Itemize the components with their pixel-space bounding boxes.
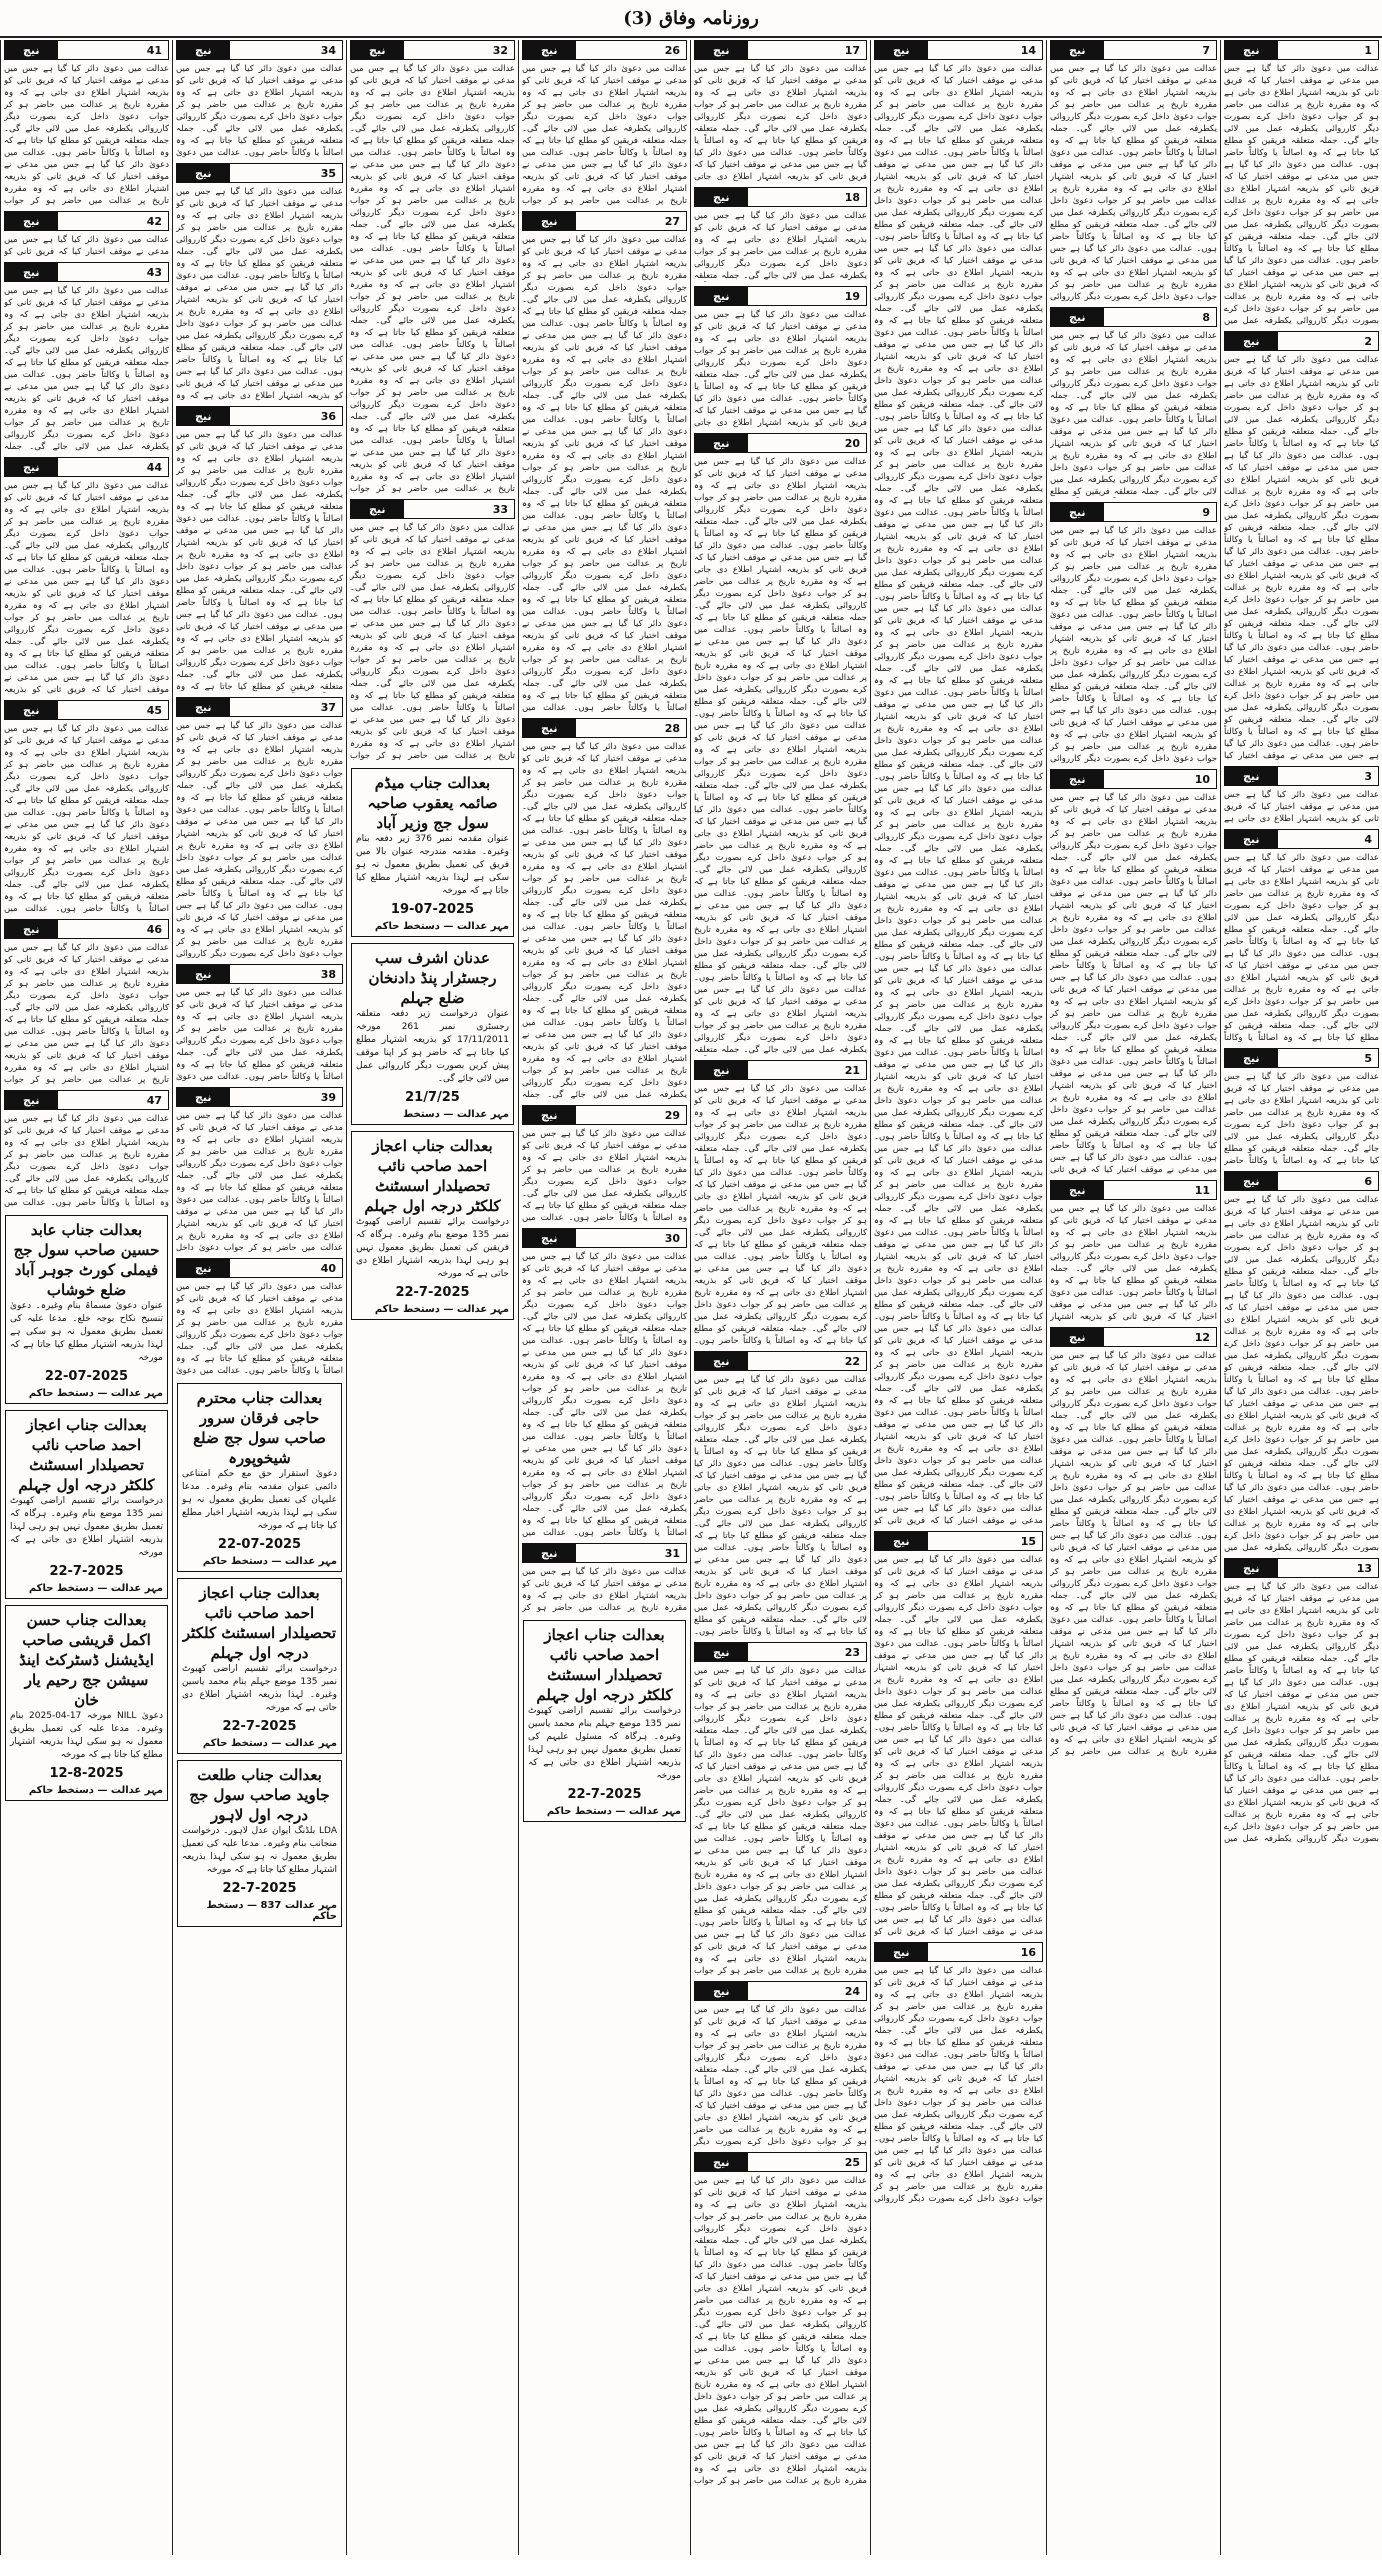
- block-header: [874, 1942, 1043, 1962]
- block-body-text: عدالت میں دعویٰ دائر کیا گیا ہے جس میں مدعی نے موقف اختیار کیا کہ فریق ثانی کو بذریعہ اشتہار اطلاع دی جاتی ہے کہ وہ مقررہ تاریخ پر عدالت میں حاضر ہو کر جواب دعویٰ داخل کرے بصورت دیگر کارروائی یکطرفہ عمل میں لائی جائے گی۔ جملہ متعلقہ فریقین کو مطلع کیا جاتا ہے کہ وہ اصالتاً یا وکالتاً حاضر ہوں۔ عدالت میں دعویٰ دائر کیا گیا ہے جس میں مدعی نے موقف اختیار کیا کہ فریق ثانی کو بذریعہ اشتہار اطلاع دی جاتی ہے کہ وہ مقررہ تاریخ پر عدالت میں حاضر ہو کر جواب دعویٰ داخل کرے بصورت دیگر کارروائی یکطرفہ عمل میں لائی جائے گی۔ جملہ متعلقہ فریقین کو مطلع کیا جاتا ہے کہ وہ اصالتاً یا وکالتاً حاضر ہوں۔ عدالت میں دعویٰ دائر کیا گیا ہے جس میں مدعی نے موقف اختیار کیا کہ فریق ثانی کو بذریعہ اشتہار اطلاع دی جاتی ہے کہ وہ مقررہ تاریخ پر عدالت میں حاضر ہو کر جواب دعویٰ داخل کرے بصورت دیگر کارروائی یکطرفہ عمل میں لائی جائے گی۔ جملہ متعلقہ فریقین کو مطلع کیا جاتا ہے کہ وہ اصالتاً یا وکالتاً حاضر ہوں۔ عدالت میں دعویٰ دائر کیا گیا ہے جس میں مدعی نے موقف اختیار کیا کہ فریق ثانی کو بذریعہ اشتہار اطلاع دی جاتی ہے کہ وہ مقررہ تاریخ پر عدالت میں حاضر ہو کر جواب دعویٰ داخل کرے بصورت دیگر کارروائی یکطرفہ عمل میں لائی جائے گی۔ جملہ متعلقہ فریقین کو مطلع کیا جاتا ہے کہ وہ اصالتاً یا وکالتاً حاضر ہوں۔ عدالت میں دعویٰ دائر کیا گیا ہے جس میں مدعی نے موقف اختیار کیا کہ فریق ثانی کو بذریعہ اشتہار اطلاع دی جاتی ہے کہ وہ مقررہ تاریخ پر عدالت میں حاضر ہو کر جواب دعویٰ داخل کرے بصورت دیگر کارروائی یکطرفہ عمل میں لائی جائے گی۔ جملہ متعلقہ فریقین کو مطلع کیا جاتا ہے کہ وہ اصالتاً یا وکالتاً حاضر ہوں۔ عدالت میں: [522, 235, 687, 713]
- block-header: [176, 163, 343, 183]
- block-label: نیچ: [875, 41, 928, 59]
- hearing-date: 22-7-2025: [49, 1564, 124, 1579]
- court-notice-4: [351, 1131, 514, 1320]
- court-heading: بعدالت جناب اعجاز احمد صاحب نائب تحصیلدار اسسٹنٹ کلکٹر درجہ اول جہلم: [364, 1137, 501, 1215]
- block-number: 16: [1020, 1945, 1036, 1959]
- block-label: نیچ: [177, 965, 230, 983]
- block-label: نیچ: [875, 1943, 928, 1961]
- block-number: 31: [664, 1546, 680, 1560]
- block-number: 10: [1194, 772, 1210, 786]
- block-label: نیچ: [1225, 830, 1278, 848]
- notice-block-42: [4, 211, 169, 258]
- block-body-text: عدالت میں دعویٰ دائر کیا گیا ہے جس میں مدعی نے موقف اختیار کیا کہ فریق ثانی کو بذریعہ اشتہار اطلاع دی جاتی ہے کہ وہ مقررہ تاریخ پر عدالت میں حاضر ہو کر جواب دعویٰ داخل کرے بصورت دیگر کارروائی یکطرفہ عمل میں لائی جائے گی۔ جملہ متعلقہ فریقین کو مطلع کیا جاتا ہے کہ وہ اصالتاً یا وکالتاً حاضر ہوں۔ عدالت میں دعویٰ دائر کیا گیا ہے جس میں مدعی نے موقف اختیار کیا کہ فریق ثانی کو بذریعہ اشتہار اطلاع دی جاتی ہے کہ وہ مقررہ تاریخ پر عدالت میں حاضر ہو کر جواب دعویٰ داخل کرے بصورت دیگر کارروائی یکطرفہ عمل میں لائی جائے گی۔ جملہ متعلقہ فریقین کو مطلع کیا جاتا ہے کہ وہ اصالتاً یا وکالتاً حاضر ہوں۔ عدالت میں دعویٰ دائر کیا گیا ہے جس میں مدعی نے موقف اختیار کیا کہ فریق ثانی کو بذریعہ: [4, 481, 169, 695]
- block-number: 45: [146, 703, 162, 717]
- hearing-date: 22-07-2025: [44, 1369, 129, 1384]
- block-number: 37: [320, 700, 336, 714]
- block-label: نیچ: [523, 41, 576, 59]
- block-label: نیچ: [5, 701, 58, 719]
- court-notice-5: [177, 1383, 342, 1572]
- block-body-text: عدالت میں دعویٰ دائر کیا گیا ہے جس میں مدعی نے موقف اختیار کیا کہ فریق ثانی کو بذریعہ اشتہار اطلاع دی جاتی ہے کہ وہ مقررہ تاریخ پر عدالت میں حاضر ہو کر جواب دعویٰ داخل کرے بصورت دیگر کارروائی یکطرفہ عمل میں لائی جائے گی۔ جملہ متعلقہ فریقین کو مطلع کیا جاتا ہے کہ وہ اصالتاً یا وکالتاً حاضر ہوں۔ عدالت میں دعویٰ دائر کیا گیا ہے جس میں مدعی نے موقف اختیار کیا کہ فریق ثانی کو بذریعہ اشتہار اطلاع دی جاتی ہے کہ وہ مقررہ تاریخ پر عدالت میں حاضر ہو کر جواب دعویٰ داخل کرے بصورت دیگر کارروائی یکطرفہ عمل میں لائی جائے گی۔ جملہ متعلقہ فریقین کو مطلع کیا جاتا ہے کہ وہ اصالتاً یا وکالتاً حاضر ہوں۔ عدالت میں دعویٰ دائر کیا گیا ہے جس میں مدعی نے موقف اختیار کیا کہ فریق ثانی کو بذریعہ اشتہار اطلاع دی جاتی ہے کہ وہ مقررہ تاریخ پر عدالت میں حاضر ہو کر جواب دعویٰ داخل کرے بصورت دیگر کارروائی یکطرفہ عمل میں لائی جائے گی۔ جملہ متعلقہ فریقین کو مطلع کیا جاتا ہے کہ وہ اصالتاً یا وکالتاً حاضر ہوں۔: [694, 1375, 867, 1637]
- block-number: 38: [320, 967, 336, 981]
- block-body-text: عدالت میں دعویٰ دائر کیا گیا ہے جس میں مدعی نے موقف اختیار کیا کہ فریق ثانی کو بذریعہ اشتہار اطلاع دی جاتی ہے کہ وہ مقررہ تاریخ پر عدالت میں حاضر ہو کر جواب دعویٰ داخل کرے بصورت دیگر کارروائی یکطرفہ عمل میں لائی جائے گی۔ جملہ متعلقہ فریقین کو مطلع کیا جاتا ہے کہ وہ اصالتاً یا وکالتاً حاضر ہوں۔ عدالت میں دعویٰ دائر کیا گیا ہے جس میں مدعی نے موقف اختیار کیا کہ فریق ثانی کو بذریعہ اشتہار اطلاع دی جاتی: [694, 310, 867, 428]
- block-header: [522, 211, 687, 231]
- notice-block-25: [694, 2152, 867, 2487]
- block-header: [874, 1531, 1043, 1551]
- notice-block-5: [1224, 1048, 1379, 1167]
- block-label: نیچ: [351, 41, 404, 59]
- block-label: نیچ: [5, 458, 58, 476]
- block-number: 13: [1356, 1561, 1372, 1575]
- block-header: [176, 964, 343, 984]
- block-label: نیچ: [1225, 767, 1278, 785]
- block-body-text: عدالت میں دعویٰ دائر کیا گیا ہے جس میں مدعی نے موقف اختیار کیا کہ فریق ثانی کو بذریعہ اشتہار اطلاع دی جاتی ہے کہ وہ مقررہ تاریخ پر عدالت میں حاضر ہو کر جواب دعویٰ داخل کرے بصورت دیگر کارروائی یکطرفہ عمل میں لائی جائے گی۔ جملہ متعلقہ فریقین کو مطلع کیا جاتا ہے کہ وہ اصالتاً یا وکالتاً حاضر ہوں۔ عدالت میں دعویٰ دائر کیا گیا ہے جس میں مدعی نے موقف اختیار کیا کہ فریق ثانی کو بذریعہ اشتہار اطلاع دی جاتی ہے کہ وہ مقررہ تاریخ پر عدالت میں حاضر ہو کر جواب: [522, 64, 687, 206]
- notice-text: عنوان مقدمہ نمبر 376 زیر دفعہ بنام وغیرہ۔ مقدمہ مندرجہ عنوان بالا میں فریق کی تعمیل بطریق معمول نہ ہو سکی ہے لہذا بذریعہ اشتہار مطلع کیا جاتا ہے کہ مورخہ: [356, 834, 509, 896]
- notice-block-33: [350, 499, 515, 762]
- block-label: نیچ: [523, 1229, 576, 1247]
- notice-block-27: [522, 211, 687, 714]
- block-number: 40: [320, 1261, 336, 1275]
- block-label: نیچ: [177, 698, 230, 716]
- notice-block-16: [874, 1942, 1043, 2205]
- column-4: [690, 40, 870, 2555]
- block-number: 44: [146, 460, 162, 474]
- block-header: [350, 40, 515, 60]
- notice-text: دعویٰ NILL مورخہ 17-04-2025 بنام وغیرہ۔ مدعا علیہ کی تعمیل بطریق معمول نہ ہو سکی لہذا بذریعہ اشتہار مطلع کیا جاتا ہے کہ مورخہ: [10, 1711, 164, 1760]
- block-header: [694, 286, 867, 306]
- notice-block-2: [1224, 331, 1379, 762]
- block-header: [1224, 766, 1379, 786]
- notice-text: درخواست برائے تقسیم اراضی کھیوٹ نمبر 135 موضع جہلم بنام محمد یاسین وغیرہ۔ ہرگاہ کہ مسئول علیہم کی تعمیل بطریق معمول نہیں ہو رہی لہذا بذریعہ اشتہار اطلاع دی جاتی ہے کہ مورخہ: [528, 1706, 681, 1781]
- signature-line: مہر عدالت — دستخط حاکم: [546, 1806, 681, 1817]
- block-number: 22: [844, 1354, 860, 1368]
- block-label: نیچ: [1225, 332, 1278, 350]
- notice-block-9: [1050, 502, 1217, 765]
- block-body-text: عدالت میں دعویٰ دائر کیا گیا ہے جس میں مدعی نے موقف اختیار کیا کہ فریق ثانی کو بذریعہ اشتہار اطلاع دی جاتی ہے کہ وہ مقررہ تاریخ پر عدالت میں حاضر ہو کر جواب دعویٰ داخل کرے بصورت دیگر کارروائی یکطرفہ عمل میں لائی جائے گی۔ جملہ متعلقہ فریقین کو مطلع کیا جاتا ہے کہ وہ اصالتاً یا وکالتاً حاضر ہوں۔ عدالت میں دعویٰ دائر کیا گیا ہے جس میں مدعی نے موقف اختیار کیا کہ فریق ثانی کو بذریعہ اشتہار اطلاع دی جاتی ہے کہ وہ مقررہ تاریخ پر عدالت میں حاضر ہو کر جواب: [4, 64, 169, 206]
- notice-block-17: [694, 40, 867, 183]
- block-number: 23: [844, 1645, 860, 1659]
- block-label: نیچ: [177, 407, 230, 425]
- block-number: 42: [146, 214, 162, 228]
- block-header: [522, 718, 687, 738]
- column-2: [1046, 40, 1220, 2555]
- court-notice-1: [523, 1620, 686, 1822]
- block-body-text: عدالت میں دعویٰ دائر کیا گیا ہے جس میں مدعی نے موقف اختیار کیا کہ فریق ثانی کو بذریعہ اشتہار اطلاع دی جاتی ہے کہ وہ مقررہ تاریخ پر عدالت میں حاضر ہو کر جواب دعویٰ داخل کرے بصورت دیگر کارروائی یکطرفہ عمل میں لائی جائے گی۔ جملہ متعلقہ فریقین کو مطلع کیا جاتا ہے کہ وہ اصالتاً یا وکالتاً حاضر ہوں۔ عدالت میں دعویٰ دائر کیا گیا ہے جس میں مدعی نے موقف اختیار کیا کہ فریق ثانی کو بذریعہ اشتہار اطلاع دی جاتی: [694, 64, 867, 182]
- block-label: نیچ: [695, 41, 748, 59]
- court-notice-2: [351, 768, 514, 937]
- block-header: [522, 40, 687, 60]
- court-heading: بعدالت جناب عابد حسین صاحب سول جج فیملی کورٹ جوہر آباد ضلع خوشاب: [13, 1221, 160, 1299]
- block-body-text: عدالت میں دعویٰ دائر کیا گیا ہے جس میں مدعی نے موقف اختیار کیا کہ فریق ثانی کو بذریعہ اشتہار اطلاع دی جاتی ہے کہ وہ مقررہ تاریخ پر عدالت میں حاضر ہو کر جواب دعویٰ داخل کرے بصورت دیگر کارروائی یکطرفہ عمل میں لائی جائے گی۔ جملہ متعلقہ فریقین کو مطلع کیا جاتا ہے کہ وہ اصالتاً یا وکالتاً حاضر ہوں۔ عدالت میں دعویٰ دائر کیا گیا ہے جس میں مدعی نے موقف اختیار کیا کہ فریق ثانی کو بذریعہ اشتہار اطلاع دی جاتی ہے کہ وہ مقررہ تاریخ پر عدالت میں حاضر ہو کر جواب دعویٰ داخل کرے بصورت دیگر کارروائی یکطرفہ عمل میں لائی جائے گی۔ جملہ متعلقہ فریقین کو مطلع کیا جاتا ہے کہ وہ اصالتاً یا وکالتاً: [1224, 853, 1379, 1043]
- block-header: [4, 1090, 169, 1110]
- block-header: [694, 1060, 867, 1080]
- block-body-text: عدالت میں دعویٰ دائر کیا گیا ہے جس میں مدعی نے موقف اختیار کیا کہ فریق ثانی کو بذریعہ اشتہار اطلاع دی جاتی ہے کہ وہ مقررہ تاریخ پر عدالت میں حاضر ہو کر جواب دعویٰ داخل کرے بصورت دیگر کارروائی یکطرفہ عمل میں لائی جائے گی۔ جملہ متعلقہ فریقین کو مطلع کیا جاتا ہے کہ وہ اصالتاً یا وکالتاً حاضر ہوں۔ عدالت میں دعویٰ دائر کیا گیا ہے جس میں مدعی نے موقف اختیار کیا کہ فریق ثانی کو بذریعہ اشتہار اطلاع دی جاتی ہے کہ وہ مقررہ تاریخ پر عدالت میں حاضر ہو کر جواب دعویٰ داخل کرے بصورت دیگر کارروائی یکطرفہ عمل میں لائی جائے گی۔ جملہ متعلقہ فریقین کو مطلع کیا جاتا ہے کہ وہ اصالتاً یا وکالتاً حاضر ہوں۔ عدالت میں دعویٰ دائر کیا گیا ہے جس میں مدعی نے موقف اختیار کیا کہ فریق ثانی کو بذریعہ اشتہار اطلاع دی جاتی ہے کہ وہ مقررہ تاریخ پر عدالت میں حاضر ہو کر جواب دعویٰ داخل کرے بصورت دیگر کارروائی: [1050, 526, 1217, 764]
- block-header: [1224, 1048, 1379, 1068]
- notice-block-38: [176, 964, 343, 1083]
- court-heading: بعدالت جناب اعجاز احمد صاحب نائب تحصیلدار اسسٹنٹ کلکٹر درجہ اول جہلم: [18, 1416, 155, 1494]
- newspaper-page: [0, 40, 1382, 2555]
- block-number: 26: [664, 43, 680, 57]
- block-header: [4, 211, 169, 231]
- block-body-text: عدالت میں دعویٰ دائر کیا گیا ہے جس میں مدعی نے موقف اختیار کیا کہ فریق ثانی کو بذریعہ اشتہار اطلاع دی جاتی ہے کہ وہ مقررہ تاریخ پر عدالت میں حاضر ہو کر جواب دعویٰ داخل کرے بصورت دیگر کارروائی یکطرفہ عمل میں لائی جائے گی۔ جملہ متعلقہ فریقین کو مطلع کیا جاتا ہے کہ وہ اصالتاً یا وکالتاً حاضر ہوں۔ عدالت میں دعویٰ: [176, 988, 343, 1082]
- block-label: نیچ: [695, 434, 748, 452]
- block-header: [522, 1228, 687, 1248]
- block-body-text: عدالت میں دعویٰ دائر کیا گیا ہے جس میں مدعی نے موقف اختیار کیا کہ فریق ثانی کو بذریعہ اشتہار اطلاع دی جاتی ہے کہ وہ مقررہ تاریخ پر عدالت میں حاضر ہو کر جواب دعویٰ داخل کرے بصورت دیگر کارروائی یکطرفہ عمل میں لائی جائے گی۔ جملہ متعلقہ فریقین کو مطلع کیا جاتا ہے کہ وہ اصالتاً یا وکالتاً حاضر ہوں۔ عدالت میں دعویٰ دائر کیا گیا ہے جس میں مدعی نے موقف اختیار کیا کہ فریق ثانی کو بذریعہ اشتہار اطلاع دی جاتی ہے کہ وہ مقررہ تاریخ پر عدالت میں حاضر ہو کر جواب دعویٰ داخل کرے بصورت دیگر کارروائی یکطرفہ عمل میں لائی جائے گی۔ جملہ متعلقہ فریقین کو مطلع کیا جاتا ہے کہ وہ اصالتاً یا وکالتاً حاضر ہوں۔ عدالت میں دعویٰ دائر کیا گیا ہے جس میں مدعی نے موقف اختیار کیا کہ فریق ثانی کو بذریعہ اشتہار اطلاع دی جاتی ہے کہ وہ مقررہ تاریخ پر عدالت میں حاضر ہو کر جواب دعویٰ داخل کرے بصورت دیگر کارروائی: [874, 1966, 1043, 2204]
- court-notice-8: [5, 1215, 168, 1404]
- block-label: نیچ: [351, 500, 404, 518]
- block-number: 47: [146, 1093, 162, 1107]
- block-body-text: عدالت میں دعویٰ دائر کیا گیا ہے جس میں مدعی نے موقف اختیار کیا کہ فریق ثانی کو بذریعہ اشتہار اطلاع دی جاتی ہے کہ وہ مقررہ تاریخ پر عدالت میں حاضر ہو کر: [522, 1567, 687, 1613]
- block-number: 28: [664, 721, 680, 735]
- notice-block-7: [1050, 40, 1217, 303]
- block-number: 17: [844, 43, 860, 57]
- block-number: 46: [146, 922, 162, 936]
- block-label: نیچ: [695, 188, 748, 206]
- court-heading: بعدالت جناب محترم حاجی فرقان سرور صاحب سول جج ضلع شیخوپورہ: [193, 1389, 326, 1467]
- block-label: نیچ: [1051, 770, 1104, 788]
- notice-block-6: [1224, 1171, 1379, 1554]
- block-body-text: عدالت میں دعویٰ دائر کیا گیا ہے جس میں مدعی نے موقف اختیار کیا کہ فریق ثانی کو بذریعہ اشتہار اطلاع دی جاتی ہے کہ وہ مقررہ تاریخ پر عدالت میں حاضر ہو کر جواب دعویٰ داخل کرے بصورت دیگر کارروائی یکطرفہ عمل میں لائی جائے گی۔ جملہ متعلقہ فریقین کو مطلع کیا جاتا ہے کہ وہ اصالتاً یا وکالتاً حاضر ہوں۔ عدالت میں دعویٰ دائر کیا گیا ہے جس میں مدعی نے موقف اختیار کیا کہ فریق ثانی کو بذریعہ اشتہار اطلاع دی جاتی ہے کہ وہ مقررہ تاریخ پر عدالت میں حاضر ہو کر جواب دعویٰ داخل کرے بصورت دیگر کارروائی یکطرفہ عمل میں لائی جائے گی۔ جملہ متعلقہ فریقین کو مطلع کیا جاتا ہے کہ وہ اصالتاً یا وکالتاً حاضر ہوں۔ عدالت میں دعویٰ دائر کیا گیا ہے جس میں مدعی نے موقف اختیار کیا کہ فریق ثانی کو بذریعہ اشتہار اطلاع دی جاتی ہے کہ وہ مقررہ تاریخ پر عدالت میں حاضر ہو کر جواب دعویٰ داخل کرے بصورت دیگر کارروائی: [1050, 64, 1217, 302]
- signature-line: مہر عدالت — دستخط: [402, 1109, 509, 1120]
- notice-block-20: [694, 433, 867, 1056]
- block-body-text: عدالت میں دعویٰ دائر کیا گیا ہے جس میں مدعی نے موقف اختیار کیا کہ فریق ثانی کو بذریعہ اشتہار اطلاع دی جاتی ہے کہ وہ مقررہ تاریخ پر عدالت میں حاضر ہو کر جواب دعویٰ داخل کرے بصورت دیگر کارروائی یکطرفہ عمل میں لائی جائے گی۔ جملہ متعلقہ فریقین کو مطلع کیا جاتا ہے کہ وہ اصالتاً یا وکالتاً حاضر ہوں۔ عدالت میں دعویٰ دائر کیا گیا ہے جس میں مدعی نے موقف اختیار کیا کہ فریق ثانی کو بذریعہ اشتہار اطلاع دی جاتی ہے کہ وہ مقررہ تاریخ پر عدالت میں حاضر ہو کر جواب دعویٰ داخل کرے بصورت دیگر کارروائی یکطرفہ عمل میں لائی جائے گی۔ جملہ متعلقہ فریقین کو مطلع کیا جاتا ہے کہ وہ اصالتاً یا وکالتاً حاضر ہوں۔ عدالت میں دعویٰ دائر کیا گیا ہے جس میں مدعی نے موقف اختیار کیا کہ فریق ثانی کو بذریعہ اشتہار اطلاع دی جاتی ہے کہ وہ مقررہ تاریخ پر عدالت میں حاضر ہو کر جواب دعویٰ داخل کرے بصورت دیگر کارروائی یکطرفہ عمل میں لائی جائے گی۔ جملہ متعلقہ فریقین کو مطلع کیا جاتا ہے کہ وہ اصالتاً یا وکالتاً حاضر ہوں۔ عدالت میں دعویٰ دائر کیا گیا ہے جس میں مدعی نے موقف اختیار کیا کہ فریق ثانی کو بذریعہ اشتہار اطلاع دی جاتی ہے کہ وہ مقررہ تاریخ پر عدالت میں حاضر ہو کر جواب دعویٰ داخل کرے بصورت دیگر کارروائی یکطرفہ عمل میں لائی جائے گی۔ جملہ متعلقہ فریقین کو مطلع کیا جاتا ہے کہ وہ اصالتاً یا وکالتاً حاضر ہوں۔ عدالت میں دعویٰ دائر کیا گیا ہے جس میں مدعی نے موقف اختیار کیا کہ فریق ثانی کو: [874, 1555, 1043, 1937]
- block-label: نیچ: [5, 1091, 58, 1109]
- column-3: [870, 40, 1046, 2555]
- block-label: نیچ: [1225, 41, 1278, 59]
- column-6: [346, 40, 518, 2555]
- block-header: [1050, 1180, 1217, 1200]
- block-body-text: عدالت میں دعویٰ دائر کیا گیا ہے جس میں مدعی نے موقف اختیار کیا کہ فریق ثانی کو بذریعہ اشتہار اطلاع دی جاتی ہے کہ وہ مقررہ تاریخ پر عدالت میں حاضر ہو کر جواب دعویٰ داخل کرے بصورت دیگر کارروائی یکطرفہ عمل میں لائی جائے گی۔ جملہ متعلقہ فریقین کو مطلع کیا جاتا ہے کہ وہ اصالتاً یا وکالتاً حاضر ہوں۔ عدالت میں: [522, 1129, 687, 1223]
- block-number: 8: [1202, 310, 1210, 324]
- block-number: 35: [320, 166, 336, 180]
- notice-block-8: [1050, 307, 1217, 498]
- block-header: [1224, 829, 1379, 849]
- notice-text: درخواست برائے تقسیم اراضی کھیوٹ نمبر 135 موضع جہلم بنام محمد یاسین وغیرہ۔ لہذا بذریعہ اشتہار اطلاع دی جاتی ہے کہ مورخہ: [182, 1664, 337, 1713]
- hearing-date: 22-7-2025: [395, 1285, 470, 1300]
- block-header: [1050, 769, 1217, 789]
- block-body-text: عدالت میں دعویٰ دائر کیا گیا ہے جس میں مدعی نے موقف اختیار کیا کہ فریق ثانی کو بذریعہ اشتہار اطلاع دی جاتی ہے کہ وہ مقررہ تاریخ پر عدالت میں حاضر ہو کر جواب دعویٰ داخل کرے بصورت دیگر کارروائی یکطرفہ عمل میں لائی جائے گی۔ جملہ متعلقہ فریقین کو مطلع کیا جاتا ہے کہ وہ اصالتاً یا وکالتاً حاضر ہوں۔ عدالت میں دعویٰ دائر کیا گیا ہے جس میں مدعی نے موقف اختیار کیا کہ فریق ثانی کو بذریعہ اشتہار اطلاع دی جاتی ہے کہ وہ مقررہ تاریخ پر عدالت میں حاضر ہو کر جواب دعویٰ داخل کرے بصورت دیگر کارروائی یکطرفہ عمل میں لائی جائے گی۔ جملہ متعلقہ فریقین کو مطلع کیا جاتا ہے کہ وہ اصالتاً یا وکالتاً حاضر ہوں۔ عدالت میں: [4, 724, 169, 914]
- block-number: 20: [844, 436, 860, 450]
- block-body-text: عدالت میں دعویٰ دائر کیا گیا ہے جس میں مدعی نے موقف اختیار کیا کہ فریق ثانی کو بذریعہ اشتہار اطلاع دی جاتی ہے: [1224, 790, 1379, 824]
- block-number: 11: [1194, 1183, 1210, 1197]
- block-number: 19: [844, 289, 860, 303]
- notice-block-40: [176, 1258, 343, 1377]
- block-body-text: عدالت میں دعویٰ دائر کیا گیا ہے جس میں مدعی نے موقف اختیار کیا کہ فریق ثانی کو بذریعہ اشتہار اطلاع دی جاتی ہے کہ وہ مقررہ تاریخ پر عدالت میں حاضر ہو کر جواب دعویٰ داخل کرے بصورت دیگر کارروائی یکطرفہ عمل میں لائی جائے گی۔ جملہ متعلقہ فریقین کو مطلع کیا جاتا ہے کہ وہ اصالتاً یا وکالتاً حاضر ہوں۔ عدالت میں دعویٰ: [176, 1282, 343, 1376]
- block-body-text: عدالت میں دعویٰ دائر کیا گیا ہے جس میں مدعی نے موقف اختیار کیا کہ فریق ثانی کو بذریعہ اشتہار اطلاع دی جاتی ہے کہ وہ مقررہ تاریخ پر عدالت میں حاضر ہو کر جواب دعویٰ داخل کرے بصورت دیگر کارروائی یکطرفہ عمل میں لائی جائے گی۔ جملہ متعلقہ فریقین کو مطلع کیا جاتا ہے کہ وہ اصالتاً یا وکالتاً حاضر ہوں۔ عدالت میں: [4, 1114, 169, 1208]
- notice-block-22: [694, 1351, 867, 1638]
- court-notice-7: [177, 1760, 342, 1927]
- block-number: 30: [664, 1231, 680, 1245]
- court-heading: بعدالت جناب اعجاز احمد صاحب نائب تحصیلدار اسسٹنٹ کلکٹر درجہ اول جہلم: [536, 1626, 673, 1704]
- hearing-date: 22-7-2025: [222, 1881, 297, 1896]
- block-number: 3: [1364, 769, 1372, 783]
- block-number: 25: [844, 2155, 860, 2169]
- block-body-text: عدالت میں دعویٰ دائر کیا گیا ہے جس میں مدعی نے موقف اختیار کیا کہ فریق ثانی کو بذریعہ اشتہار اطلاع دی جاتی ہے کہ وہ مقررہ تاریخ پر عدالت میں حاضر ہو کر جواب دعویٰ داخل کرے بصورت دیگر کارروائی یکطرفہ عمل میں لائی جائے گی۔ جملہ متعلقہ فریقین کو مطلع کیا جاتا ہے کہ وہ اصالتاً یا وکالتاً حاضر ہوں۔ عدالت میں دعویٰ دائر کیا گیا ہے جس میں مدعی نے موقف اختیار کیا کہ فریق ثانی کو بذریعہ اشتہار اطلاع دی جاتی ہے کہ وہ مقررہ تاریخ پر عدالت میں حاضر ہو کر جواب دعویٰ داخل کرے بصورت دیگر کارروائی یکطرفہ عمل میں لائی جائے گی۔ جملہ متعلقہ فریقین کو مطلع کیا جاتا ہے کہ وہ اصالتاً یا وکالتاً حاضر ہوں۔ عدالت میں دعویٰ دائر کیا گیا ہے جس میں مدعی نے موقف اختیار کیا کہ فریق ثانی کو بذریعہ اشتہار اطلاع دی جاتی ہے کہ وہ مقررہ تاریخ پر عدالت میں حاضر ہو کر جواب دعویٰ داخل کرے بصورت دیگر کارروائی یکطرفہ عمل میں: [1224, 64, 1379, 326]
- block-label: نیچ: [695, 1061, 748, 1079]
- block-header: [1224, 40, 1379, 60]
- notice-block-43: [4, 262, 169, 453]
- block-body-text: عدالت میں دعویٰ دائر کیا گیا ہے جس میں مدعی نے موقف اختیار کیا کہ فریق ثانی کو بذریعہ اشتہار اطلاع دی جاتی ہے کہ وہ مقررہ تاریخ پر عدالت میں حاضر ہو کر جواب دعویٰ داخل کرے بصورت دیگر کارروائی یکطرفہ عمل میں لائی جائے گی۔ جملہ متعلقہ فریقین کو مطلع کیا جاتا ہے کہ وہ اصالتاً یا وکالتاً حاضر ہوں۔ عدالت میں دعویٰ دائر کیا گیا ہے جس میں مدعی نے موقف اختیار کیا کہ فریق ثانی کو بذریعہ اشتہار اطلاع دی جاتی ہے کہ وہ مقررہ تاریخ پر عدالت میں حاضر ہو کر جواب دعویٰ داخل کرے بصورت دیگر کارروائی یکطرفہ عمل میں لائی جائے گی۔ جملہ متعلقہ فریقین کو مطلع کیا جاتا ہے کہ وہ اصالتاً یا وکالتاً حاضر ہوں۔ عدالت میں دعویٰ دائر کیا گیا ہے جس میں مدعی نے موقف اختیار کیا کہ فریق ثانی کو بذریعہ اشتہار اطلاع دی جاتی ہے کہ وہ مقررہ تاریخ پر عدالت میں حاضر ہو کر جواب دعویٰ داخل کرے بصورت دیگر کارروائی یکطرفہ عمل میں لائی جائے گی۔ جملہ متعلقہ فریقین کو مطلع کیا جاتا ہے کہ وہ اصالتاً یا وکالتاً حاضر ہوں۔ عدالت میں دعویٰ دائر کیا گیا ہے جس میں مدعی نے موقف اختیار کیا کہ فریق ثانی کو بذریعہ اشتہار اطلاع دی جاتی ہے کہ وہ مقررہ تاریخ پر عدالت میں حاضر ہو کر جواب دعویٰ داخل کرے بصورت دیگر کارروائی یکطرفہ عمل میں لائی جائے گی۔ جملہ متعلقہ فریقین کو مطلع کیا جاتا ہے کہ وہ اصالتاً یا وکالتاً حاضر ہوں۔ عدالت میں دعویٰ دائر کیا گیا ہے جس میں مدعی نے موقف اختیار کیا کہ فریق ثانی کو بذریعہ اشتہار اطلاع دی جاتی ہے کہ وہ مقررہ تاریخ پر عدالت میں حاضر ہو کر جواب دعویٰ داخل کرے بصورت دیگر کارروائی یکطرفہ عمل میں لائی جائے گی۔ جملہ متعلقہ فریقین کو مطلع کیا جاتا ہے کہ وہ اصالتاً یا وکالتاً حاضر ہوں۔ عدالت میں دعویٰ دائر کیا گیا ہے جس میں مدعی نے موقف اختیار کیا کہ فریق ثانی کو بذریعہ اشتہار اطلاع دی جاتی ہے کہ وہ مقررہ تاریخ پر عدالت میں حاضر ہو کر جواب دعویٰ داخل کرے بصورت دیگر کارروائی یکطرفہ عمل میں لائی جائے گی۔ جملہ متعلقہ فریقین کو مطلع کیا جاتا ہے کہ وہ اصالتاً یا وکالتاً حاضر ہوں۔ عدالت میں دعویٰ دائر کیا گیا ہے جس میں مدعی نے موقف اختیار کیا کہ فریق ثانی کو بذریعہ اشتہار اطلاع دی جاتی ہے کہ وہ مقررہ تاریخ پر عدالت میں حاضر ہو کر جواب دعویٰ داخل کرے بصورت دیگر کارروائی یکطرفہ عمل میں لائی جائے گی۔ جملہ متعلقہ فریقین کو مطلع کیا جاتا ہے کہ وہ اصالتاً یا وکالتاً حاضر ہوں۔ عدالت میں دعویٰ دائر کیا گیا ہے جس میں مدعی نے موقف اختیار کیا کہ فریق ثانی کو بذریعہ اشتہار اطلاع دی جاتی ہے کہ وہ مقررہ تاریخ پر عدالت میں حاضر ہو کر جواب دعویٰ داخل کرے بصورت دیگر کارروائی یکطرفہ عمل میں لائی جائے گی۔ جملہ متعلقہ فریقین کو مطلع کیا جاتا ہے کہ وہ اصالتاً یا وکالتاً حاضر ہوں۔ عدالت میں دعویٰ دائر کیا گیا ہے جس میں مدعی نے موقف اختیار کیا کہ فریق ثانی کو بذریعہ اشتہار اطلاع دی جاتی ہے کہ وہ مقررہ تاریخ پر عدالت میں حاضر ہو کر جواب دعویٰ داخل کرے بصورت دیگر کارروائی یکطرفہ عمل میں لائی جائے گی۔ جملہ متعلقہ فریقین کو مطلع کیا جاتا ہے کہ وہ اصالتاً یا وکالتاً حاضر ہوں۔ عدالت میں دعویٰ دائر کیا گیا ہے جس میں مدعی نے موقف اختیار کیا کہ فریق ثانی کو بذریعہ اشتہار اطلاع دی جاتی ہے کہ وہ مقررہ تاریخ پر عدالت میں حاضر ہو کر جواب دعویٰ داخل کرے بصورت دیگر کارروائی یکطرفہ عمل میں لائی جائے گی۔ جملہ متعلقہ فریقین کو مطلع کیا جاتا ہے کہ وہ اصالتاً یا وکالتاً حاضر ہوں۔ عدالت میں دعویٰ دائر کیا گیا ہے جس میں مدعی نے موقف اختیار کیا کہ فریق ثانی کو بذریعہ اشتہار اطلاع دی جاتی ہے کہ وہ مقررہ تاریخ پر عدالت میں حاضر ہو کر جواب دعویٰ داخل کرے بصورت دیگر کارروائی یکطرفہ عمل میں لائی جائے گی۔ جملہ متعلقہ فریقین کو مطلع کیا جاتا ہے کہ وہ اصالتاً یا وکالتاً حاضر ہوں۔ عدالت میں دعویٰ دائر کیا گیا ہے جس میں مدعی نے موقف اختیار کیا کہ فریق ثانی کو بذریعہ اشتہار اطلاع دی جاتی ہے کہ وہ مقررہ تاریخ پر عدالت میں حاضر ہو کر جواب دعویٰ داخل کرے بصورت دیگر کارروائی یکطرفہ عمل میں لائی جائے گی۔ جملہ متعلقہ فریقین کو مطلع کیا جاتا ہے کہ وہ اصالتاً یا وکالتاً حاضر ہوں۔ عدالت میں دعویٰ دائر کیا گیا ہے جس میں مدعی نے موقف اختیار کیا کہ فریق ثانی کو بذریعہ اشتہار اطلاع دی جاتی ہے کہ وہ مقررہ تاریخ پر عدالت میں حاضر ہو کر جواب دعویٰ داخل کرے بصورت دیگر کارروائی یکطرفہ عمل میں لائی جائے گی۔ جملہ متعلقہ فریقین کو مطلع کیا جاتا ہے کہ وہ اصالتاً یا وکالتاً حاضر ہوں۔ عدالت میں دعویٰ دائر کیا گیا ہے جس میں مدعی نے موقف اختیار کیا کہ فریق ثانی کو بذریعہ اشتہار اطلاع دی جاتی ہے کہ وہ مقررہ تاریخ پر عدالت میں حاضر ہو کر جواب دعویٰ داخل کرے بصورت دیگر کارروائی یکطرفہ عمل میں لائی جائے گی۔ جملہ متعلقہ فریقین کو مطلع کیا جاتا ہے کہ وہ اصالتاً یا وکالتاً حاضر ہوں۔ عدالت میں دعویٰ دائر کیا گیا ہے جس میں مدعی نے موقف اختیار کیا کہ فریق ثانی کو بذریعہ اشتہار اطلاع دی جاتی ہے کہ وہ مقررہ تاریخ پر عدالت میں حاضر ہو کر جواب دعویٰ داخل کرے بصورت دیگر کارروائی یکطرفہ عمل میں لائی جائے گی۔ جملہ متعلقہ فریقین کو مطلع کیا جاتا ہے کہ وہ اصالتاً یا وکالتاً حاضر ہوں۔ عدالت میں دعویٰ دائر کیا گیا ہے جس میں مدعی نے موقف اختیار کیا کہ فریق ثانی کو بذریعہ اشتہار اطلاع دی جاتی ہے کہ وہ مقررہ تاریخ پر عدالت میں حاضر ہو کر جواب دعویٰ داخل کرے بصورت دیگر کارروائی یکطرفہ عمل میں لائی جائے گی۔ جملہ متعلقہ فریقین کو مطلع کیا جاتا ہے کہ وہ اصالتاً یا وکالتاً حاضر ہوں۔ عدالت میں دعویٰ دائر کیا گیا ہے جس میں مدعی نے موقف اختیار کیا کہ فریق ثانی کو: [874, 64, 1043, 1526]
- block-number: 33: [492, 502, 508, 516]
- notice-block-19: [694, 286, 867, 429]
- block-number: 14: [1020, 43, 1036, 57]
- block-header: [694, 2152, 867, 2172]
- block-header: [522, 1105, 687, 1125]
- notice-block-39: [176, 1087, 343, 1254]
- block-number: 18: [844, 190, 860, 204]
- notice-block-31: [522, 1543, 687, 1614]
- block-label: نیچ: [1225, 1049, 1278, 1067]
- block-label: نیچ: [177, 1259, 230, 1277]
- block-header: [176, 1258, 343, 1278]
- signature-line: مہر عدالت — دستخط حاکم: [202, 1738, 337, 1749]
- block-body-text: عدالت میں دعویٰ دائر کیا گیا ہے جس میں مدعی نے موقف اختیار کیا کہ فریق ثانی کو بذریعہ اشتہار اطلاع دی جاتی ہے کہ وہ مقررہ تاریخ پر عدالت میں حاضر ہو کر جواب دعویٰ داخل کرے بصورت دیگر کارروائی یکطرفہ عمل میں لائی جائے گی۔ جملہ متعلقہ فریقین کو مطلع کیا جاتا ہے کہ وہ اصالتاً یا وکالتاً حاضر ہوں۔ عدالت میں دعویٰ دائر کیا گیا ہے جس میں مدعی نے موقف اختیار کیا کہ فریق ثانی کو بذریعہ اشتہار اطلاع دی جاتی ہے کہ وہ مقررہ تاریخ پر عدالت میں حاضر ہو کر جواب دعویٰ داخل کرے بصورت دیگر کارروائی یکطرفہ عمل میں لائی جائے گی۔ جملہ متعلقہ فریقین کو مطلع کیا جاتا ہے کہ وہ اصالتاً یا وکالتاً حاضر ہوں۔ عدالت میں دعویٰ دائر کیا گیا ہے جس میں مدعی نے موقف اختیار کیا کہ فریق ثانی کو بذریعہ اشتہار اطلاع دی جاتی ہے کہ وہ مقررہ تاریخ پر عدالت میں حاضر ہو کر جواب دعویٰ داخل کرے بصورت دیگر کارروائی یکطرفہ عمل میں لائی جائے گی۔ جملہ متعلقہ فریقین کو مطلع کیا جاتا ہے کہ وہ اصالتاً یا وکالتاً حاضر ہوں۔ عدالت میں دعویٰ دائر کیا گیا ہے جس میں مدعی نے موقف اختیار کیا کہ فریق ثانی کو بذریعہ اشتہار اطلاع دی جاتی ہے کہ وہ مقررہ تاریخ پر عدالت میں حاضر ہو کر جواب دعویٰ داخل کرے بصورت دیگر کارروائی یکطرفہ عمل میں لائی جائے گی۔ جملہ متعلقہ فریقین کو مطلع کیا جاتا ہے کہ وہ اصالتاً یا وکالتاً حاضر ہوں۔ عدالت میں دعویٰ دائر کیا گیا ہے جس میں مدعی نے موقف اختیار کیا کہ فریق ثانی کو بذریعہ اشتہار اطلاع دی جاتی ہے کہ وہ مقررہ تاریخ پر عدالت میں حاضر ہو کر جواب: [350, 64, 515, 494]
- block-body-text: عدالت میں دعویٰ دائر کیا گیا ہے جس میں مدعی نے موقف اختیار کیا کہ فریق ثانی کو بذریعہ اشتہار اطلاع دی جاتی ہے کہ وہ مقررہ تاریخ پر عدالت میں حاضر ہو کر جواب دعویٰ داخل کرے بصورت دیگر کارروائی یکطرفہ عمل میں لائی جائے گی۔ جملہ متعلقہ فریقین کو مطلع کیا جاتا ہے کہ وہ اصالتاً یا وکالتاً حاضر ہوں۔ عدالت میں دعویٰ دائر کیا گیا ہے جس میں مدعی نے موقف اختیار کیا کہ فریق ثانی کو بذریعہ اشتہار اطلاع دی جاتی ہے کہ وہ مقررہ تاریخ پر عدالت میں حاضر ہو کر جواب: [4, 943, 169, 1085]
- block-body-text: عدالت میں دعویٰ دائر کیا گیا ہے جس میں مدعی نے موقف اختیار کیا کہ فریق ثانی کو بذریعہ اشتہار اطلاع دی جاتی ہے کہ وہ مقررہ تاریخ پر عدالت میں حاضر ہو کر جواب دعویٰ داخل کرے بصورت دیگر کارروائی یکطرفہ عمل میں لائی جائے گی۔ جملہ متعلقہ فریقین کو مطلع کیا جاتا ہے کہ وہ اصالتاً یا وکالتاً حاضر ہوں۔ عدالت میں دعویٰ دائر کیا گیا ہے جس میں مدعی نے موقف اختیار کیا کہ فریق ثانی کو بذریعہ اشتہار اطلاع دی جاتی ہے کہ وہ مقررہ تاریخ پر عدالت میں حاضر ہو کر جواب دعویٰ داخل کرے بصورت دیگر کارروائی یکطرفہ عمل میں لائی جائے گی۔ جملہ متعلقہ فریقین کو مطلع کیا جاتا ہے کہ وہ اصالتاً یا وکالتاً حاضر ہوں۔ عدالت میں دعویٰ دائر کیا گیا ہے جس میں مدعی نے موقف اختیار کیا کہ فریق ثانی کو بذریعہ اشتہار اطلاع دی جاتی ہے کہ وہ مقررہ تاریخ پر عدالت میں حاضر ہو کر جواب دعویٰ داخل کرے بصورت دیگر کارروائی یکطرفہ عمل میں لائی جائے گی۔ جملہ متعلقہ فریقین کو مطلع کیا جاتا ہے کہ وہ اصالتاً یا وکالتاً حاضر ہوں۔ عدالت میں دعویٰ دائر کیا گیا ہے جس میں مدعی نے موقف اختیار کیا کہ فریق ثانی کو بذریعہ اشتہار اطلاع دی جاتی ہے کہ وہ مقررہ تاریخ پر عدالت میں حاضر ہو کر جواب: [694, 2176, 867, 2486]
- notice-block-11: [1050, 1180, 1217, 1323]
- signature-line: مہر عدالت — دستخط حاکم: [28, 1785, 163, 1796]
- court-notice-6: [177, 1578, 342, 1754]
- block-body-text: عدالت میں دعویٰ دائر کیا گیا ہے جس میں مدعی نے موقف اختیار کیا کہ فریق ثانی کو بذریعہ اشتہار اطلاع دی جاتی ہے کہ وہ مقررہ تاریخ پر عدالت میں حاضر ہو کر جواب دعویٰ داخل کرے بصورت دیگر کارروائی یکطرفہ عمل میں لائی جائے گی۔ جملہ متعلقہ فریقین کو مطلع کیا جاتا ہے کہ وہ اصالتاً یا وکالتاً حاضر ہوں۔ عدالت میں دعویٰ دائر کیا گیا ہے جس میں مدعی نے موقف اختیار کیا کہ فریق ثانی کو بذریعہ اشتہار اطلاع دی جاتی ہے کہ وہ مقررہ تاریخ پر عدالت میں حاضر ہو کر جواب دعویٰ داخل کرے بصورت دیگر کارروائی یکطرفہ عمل میں لائی جائے گی۔ جملہ متعلقہ فریقین کو مطلع کیا جاتا ہے کہ وہ اصالتاً یا وکالتاً حاضر ہوں۔ عدالت میں دعویٰ دائر کیا گیا ہے جس میں مدعی نے موقف اختیار کیا کہ فریق ثانی کو بذریعہ اشتہار اطلاع دی جاتی ہے کہ وہ مقررہ تاریخ پر عدالت میں حاضر ہو کر جواب دعویٰ داخل کرے بصورت دیگر کارروائی یکطرفہ عمل میں: [1224, 1582, 1379, 1844]
- block-header: [176, 40, 343, 60]
- signature-line: مہر عدالت — دستخط حاکم: [28, 1388, 163, 1399]
- notice-block-29: [522, 1105, 687, 1224]
- block-body-text: عدالت میں دعویٰ دائر کیا گیا ہے جس میں مدعی نے موقف اختیار کیا کہ فریق ثانی کو بذریعہ اشتہار اطلاع دی جاتی ہے کہ وہ مقررہ تاریخ پر عدالت میں حاضر ہو کر جواب دعویٰ داخل کرے بصورت دیگر کارروائی یکطرفہ عمل میں لائی جائے گی۔ جملہ متعلقہ فریقین کو مطلع کیا جاتا ہے کہ وہ اصالتاً یا وکالتاً حاضر ہوں۔ عدالت میں دعویٰ دائر کیا گیا ہے جس میں مدعی نے موقف اختیار کیا کہ فریق ثانی کو بذریعہ اشتہار اطلاع دی جاتی ہے کہ وہ مقررہ تاریخ پر عدالت میں حاضر ہو کر جواب دعویٰ داخل کرے بصورت دیگر کارروائی یکطرفہ عمل میں لائی جائے گی۔ جملہ متعلقہ فریقین کو مطلع کیا جاتا ہے کہ وہ اصالتاً یا وکالتاً حاضر ہوں۔ عدالت میں دعویٰ دائر کیا گیا ہے جس میں مدعی نے موقف اختیار کیا کہ فریق ثانی کو بذریعہ اشتہار اطلاع دی جاتی ہے کہ وہ: [176, 187, 343, 401]
- block-header: [4, 919, 169, 939]
- block-number: 2: [1364, 334, 1372, 348]
- notice-block-34: [176, 40, 343, 159]
- block-label: نیچ: [177, 41, 230, 59]
- notice-block-24: [694, 1981, 867, 2148]
- block-body-text: عدالت میں دعویٰ دائر کیا گیا ہے جس میں مدعی نے موقف اختیار کیا کہ فریق ثانی کو بذریعہ اشتہار اطلاع دی جاتی ہے کہ وہ مقررہ تاریخ پر عدالت میں حاضر ہو کر جواب دعویٰ داخل کرے بصورت دیگر کارروائی یکطرفہ عمل میں لائی جائے گی۔ جملہ متعلقہ فریقین کو مطلع کیا جاتا ہے کہ وہ اصالتاً یا وکالتاً حاضر ہوں۔ عدالت میں دعویٰ دائر کیا گیا ہے جس میں مدعی نے موقف اختیار کیا کہ فریق ثانی کو بذریعہ اشتہار اطلاع دی جاتی ہے کہ وہ مقررہ تاریخ پر عدالت میں حاضر ہو کر جواب دعویٰ داخل کرے بصورت دیگر کارروائی یکطرفہ عمل میں لائی جائے گی۔ جملہ متعلقہ فریقین کو مطلع کیا جاتا ہے کہ وہ اصالتاً یا وکالتاً حاضر ہوں۔ عدالت میں دعویٰ دائر کیا گیا ہے جس میں مدعی نے موقف اختیار کیا کہ فریق ثانی کو بذریعہ اشتہار اطلاع دی جاتی ہے کہ وہ مقررہ تاریخ پر عدالت میں حاضر ہو کر جواب دعویٰ داخل کرے بصورت دیگر کارروائی یکطرفہ عمل میں لائی جائے گی۔ جملہ متعلقہ فریقین کو مطلع کیا جاتا ہے کہ وہ اصالتاً یا وکالتاً حاضر ہوں۔ عدالت میں دعویٰ دائر کیا گیا ہے جس میں مدعی نے موقف اختیار کیا کہ فریق ثانی کو بذریعہ اشتہار اطلاع دی جاتی ہے کہ وہ مقررہ تاریخ پر عدالت میں حاضر ہو کر جواب دعویٰ داخل کرے بصورت دیگر کارروائی یکطرفہ عمل میں: [1224, 1195, 1379, 1553]
- notice-block-32: [350, 40, 515, 495]
- column-8: [0, 40, 172, 2555]
- block-header: [4, 40, 169, 60]
- block-number: 4: [1364, 832, 1372, 846]
- block-label: نیچ: [875, 1532, 928, 1550]
- hearing-date: 22-7-2025: [567, 1787, 642, 1802]
- block-header: [176, 697, 343, 717]
- block-header: [176, 406, 343, 426]
- notice-block-3: [1224, 766, 1379, 825]
- block-number: 21: [844, 1063, 860, 1077]
- notice-block-12: [1050, 1327, 1217, 1758]
- court-notice-10: [5, 1605, 168, 1801]
- block-label: نیچ: [523, 212, 576, 230]
- notice-block-46: [4, 919, 169, 1086]
- notice-block-30: [522, 1228, 687, 1539]
- notice-block-21: [694, 1060, 867, 1347]
- block-label: نیچ: [5, 263, 58, 281]
- block-header: [694, 1351, 867, 1371]
- block-header: [694, 1642, 867, 1662]
- notice-text: درخواست برائے تقسیم اراضی کھیوٹ نمبر 135 موضع بنام وغیرہ۔ ہرگاہ کہ فریقین کی تعمیل بطریق معمول نہیں ہو رہی لہذا بذریعہ اشتہار اطلاع دی جاتی ہے کہ مورخہ: [356, 1217, 509, 1279]
- block-header: [1224, 1171, 1379, 1191]
- block-number: 29: [664, 1108, 680, 1122]
- block-label: نیچ: [695, 1982, 748, 2000]
- block-number: 24: [844, 1984, 860, 1998]
- court-notice-9: [5, 1410, 168, 1599]
- block-label: نیچ: [523, 719, 576, 737]
- block-number: 6: [1364, 1174, 1372, 1188]
- court-heading: بعدالت جناب اعجاز احمد صاحب نائب تحصیلدار اسسٹنٹ کلکٹر درجہ اول جہلم: [182, 1584, 337, 1662]
- hearing-date: 19-07-2025: [390, 902, 475, 917]
- block-number: 36: [320, 409, 336, 423]
- block-body-text: عدالت میں دعویٰ دائر کیا گیا ہے جس میں مدعی نے موقف اختیار کیا کہ فریق ثانی کو بذریعہ اشتہار اطلاع دی جاتی ہے کہ وہ مقررہ تاریخ پر عدالت میں حاضر ہو کر جواب دعویٰ داخل کرے بصورت دیگر کارروائی یکطرفہ عمل میں لائی جائے گی۔ جملہ متعلقہ فریقین کو مطلع کیا جاتا ہے کہ وہ اصالتاً یا وکالتاً حاضر ہوں۔ عدالت میں دعویٰ دائر کیا گیا ہے جس میں مدعی نے موقف اختیار کیا کہ فریق ثانی کو بذریعہ اشتہار اطلاع دی جاتی ہے کہ وہ مقررہ تاریخ پر عدالت میں حاضر ہو کر جواب دعویٰ داخل کرے بصورت دیگر کارروائی یکطرفہ عمل میں لائی جائے گی۔ جملہ متعلقہ فریقین کو مطلع کیا جاتا ہے کہ وہ اصالتاً یا وکالتاً حاضر ہوں۔ عدالت میں دعویٰ دائر کیا گیا ہے جس میں مدعی نے موقف اختیار کیا کہ فریق ثانی کو بذریعہ اشتہار اطلاع دی جاتی ہے کہ وہ مقررہ تاریخ پر عدالت میں حاضر ہو کر جواب دعویٰ داخل کرے بصورت دیگر کارروائی یکطرفہ عمل میں لائی جائے گی۔ جملہ متعلقہ فریقین کو مطلع کیا جاتا ہے کہ وہ: [176, 430, 343, 692]
- hearing-date: 22-7-2025: [222, 1719, 297, 1734]
- court-notice-3: [351, 943, 514, 1125]
- notice-text: عنوان درخواست زیر دفعہ متعلقہ رجسٹری نمبر 261 مورخہ 17/11/2011 کو بذریعہ اشتہار مطلع کیا جاتا ہے کہ حاضر ہو کر اپنا موقف پیش کریں بصورت دیگر کارروائی عمل میں لائی جائے گی۔: [356, 1009, 509, 1084]
- signature-line: مہر عدالت 837 — دستخط حاکم: [206, 1900, 337, 1922]
- block-body-text: عدالت میں دعویٰ دائر کیا گیا ہے جس میں مدعی نے موقف اختیار کیا کہ فریق ثانی کو بذریعہ اشتہار اطلاع دی جاتی ہے کہ وہ مقررہ تاریخ پر عدالت میں حاضر ہو کر جواب دعویٰ داخل کرے بصورت دیگر کارروائی یکطرفہ عمل میں لائی جائے گی۔ جملہ متعلقہ فریقین کو مطلع کیا جاتا ہے کہ وہ اصالتاً یا وکالتاً حاضر ہوں۔ عدالت میں دعویٰ دائر کیا گیا ہے جس میں مدعی نے موقف اختیار کیا کہ فریق ثانی کو بذریعہ اشتہار اطلاع دی جاتی ہے کہ وہ مقررہ تاریخ پر عدالت میں حاضر ہو کر جواب دعویٰ داخل کرے بصورت دیگر: [694, 2005, 867, 2147]
- notice-block-18: [694, 187, 867, 282]
- notice-block-23: [694, 1642, 867, 1977]
- notice-block-14: [874, 40, 1043, 1527]
- block-body-text: عدالت میں دعویٰ دائر کیا گیا ہے جس میں مدعی نے موقف اختیار کیا کہ فریق ثانی کو بذریعہ اشتہار اطلاع دی جاتی ہے کہ وہ مقررہ تاریخ پر عدالت میں حاضر ہو کر جواب دعویٰ داخل کرے بصورت دیگر کارروائی یکطرفہ عمل میں لائی جائے گی۔ جملہ متعلقہ فریقین کو مطلع کیا جاتا ہے کہ وہ اصالتاً یا وکالتاً حاضر ہوں۔ عدالت میں دعویٰ دائر کیا گیا ہے جس میں مدعی نے موقف اختیار کیا کہ فریق ثانی کو بذریعہ اشتہار: [1050, 1204, 1217, 1322]
- block-body-text: عدالت میں دعویٰ دائر کیا گیا ہے جس میں مدعی نے موقف اختیار کیا کہ فریق ثانی کو بذریعہ اشتہار اطلاع دی جاتی ہے کہ وہ مقررہ تاریخ پر عدالت میں حاضر ہو کر جواب دعویٰ داخل کرے بصورت دیگر کارروائی یکطرفہ عمل میں لائی جائے گی۔ جملہ متعلقہ فریقین کو مطلع کیا جاتا ہے کہ وہ اصالتاً یا وکالتاً حاضر ہوں۔ عدالت میں دعویٰ دائر کیا گیا ہے جس میں مدعی نے موقف اختیار کیا کہ فریق ثانی کو بذریعہ اشتہار اطلاع دی جاتی ہے کہ وہ مقررہ تاریخ پر عدالت میں حاضر ہو کر جواب دعویٰ داخل کرے بصورت دیگر کارروائی یکطرفہ عمل میں لائی جائے گی۔ جملہ متعلقہ فریقین کو مطلع کیا جاتا ہے کہ وہ اصالتاً یا وکالتاً حاضر ہوں۔ عدالت میں دعویٰ دائر کیا گیا ہے جس میں مدعی نے موقف اختیار کیا کہ فریق ثانی کو بذریعہ اشتہار اطلاع دی جاتی ہے کہ وہ مقررہ تاریخ پر عدالت میں حاضر ہو کر جواب دعویٰ داخل کرے بصورت دیگر کارروائی یکطرفہ عمل میں لائی جائے گی۔ جملہ متعلقہ فریقین کو مطلع کیا جاتا ہے کہ وہ اصالتاً یا وکالتاً حاضر ہوں۔: [694, 1084, 867, 1346]
- block-header: [694, 187, 867, 207]
- block-label: نیچ: [1051, 503, 1104, 521]
- block-label: نیچ: [1051, 308, 1104, 326]
- notice-block-13: [1224, 1558, 1379, 1845]
- block-number: 5: [1364, 1051, 1372, 1065]
- hearing-date: 21/7/25: [405, 1090, 460, 1105]
- block-label: نیچ: [1225, 1172, 1278, 1190]
- column-7: [172, 40, 346, 2555]
- notice-text: درخواست برائے تقسیم اراضی کھیوٹ نمبر 135 موضع بنام وغیرہ۔ ہرگاہ کہ تعمیل بطریق معمول نہیں ہو رہی لہذا بذریعہ اشتہار اطلاع دی جاتی ہے کہ مورخہ: [10, 1496, 163, 1558]
- block-header: [4, 457, 169, 477]
- block-number: 7: [1202, 43, 1210, 57]
- block-label: نیچ: [523, 1106, 576, 1124]
- block-header: [1050, 502, 1217, 522]
- block-number: 43: [146, 265, 162, 279]
- block-header: [4, 262, 169, 282]
- block-number: 12: [1194, 1330, 1210, 1344]
- signature-line: مہر عدالت — دستخط حاکم: [202, 1556, 337, 1567]
- block-header: [1050, 1327, 1217, 1347]
- block-number: 27: [664, 214, 680, 228]
- block-label: نیچ: [1225, 1559, 1278, 1577]
- block-body-text: عدالت میں دعویٰ دائر کیا گیا ہے جس میں مدعی نے موقف اختیار کیا کہ فریق ثانی کو: [4, 235, 169, 257]
- block-label: نیچ: [523, 1544, 576, 1562]
- block-body-text: عدالت میں دعویٰ دائر کیا گیا ہے جس میں مدعی نے موقف اختیار کیا کہ فریق ثانی کو بذریعہ اشتہار اطلاع دی جاتی ہے کہ وہ مقررہ تاریخ پر عدالت میں حاضر ہو کر جواب دعویٰ داخل کرے بصورت دیگر کارروائی یکطرفہ عمل میں لائی جائے گی۔ جملہ متعلقہ: [694, 211, 867, 281]
- court-heading: بعدالت جناب حسن اکمل قریشی صاحب ایڈیشنل ڈسٹرکٹ اینڈ سیشن جج رحیم یار خان: [19, 1611, 154, 1709]
- masthead: [0, 0, 1382, 38]
- block-header: [874, 40, 1043, 60]
- signature-line: مہر عدالت — دستخط حاکم: [28, 1583, 163, 1594]
- notice-text: دعویٰ استقرار حق مع حکم امتناعی دائمی عنوان مقدمہ بنام وغیرہ۔ مدعا علیہان کی تعمیل بطریق معمول نہ ہو سکی ہے لہذا بذریعہ اشتہار اخبار مطلع کیا جاتا ہے کہ مورخہ: [182, 1469, 337, 1531]
- column-1: [1220, 40, 1382, 2555]
- notice-block-35: [176, 163, 343, 402]
- notice-block-10: [1050, 769, 1217, 1176]
- block-body-text: عدالت میں دعویٰ دائر کیا گیا ہے جس میں مدعی نے موقف اختیار کیا کہ فریق ثانی کو بذریعہ اشتہار اطلاع دی جاتی ہے کہ وہ مقررہ تاریخ پر عدالت میں حاضر ہو کر جواب دعویٰ داخل کرے بصورت دیگر کارروائی یکطرفہ عمل میں لائی جائے گی۔ جملہ متعلقہ فریقین کو مطلع کیا جاتا ہے کہ وہ اصالتاً یا وکالتاً حاضر ہوں۔ عدالت میں دعویٰ دائر کیا گیا ہے جس میں مدعی نے موقف اختیار کیا کہ فریق ثانی کو بذریعہ اشتہار اطلاع دی جاتی ہے کہ وہ مقررہ تاریخ پر عدالت میں حاضر ہو کر جواب دعویٰ داخل کرے بصورت دیگر کارروائی یکطرفہ عمل میں لائی جائے گی۔ جملہ متعلقہ فریقین کو مطلع کیا جاتا ہے کہ وہ اصالتاً یا وکالتاً حاضر ہوں۔ عدالت میں دعویٰ دائر کیا گیا ہے جس میں مدعی نے موقف اختیار کیا کہ فریق ثانی کو بذریعہ اشتہار اطلاع دی جاتی ہے کہ وہ مقررہ تاریخ پر عدالت میں حاضر ہو کر جواب دعویٰ داخل کرے بصورت دیگر کارروائی یکطرفہ عمل میں لائی جائے گی۔ جملہ متعلقہ فریقین کو مطلع کیا جاتا ہے کہ وہ اصالتاً یا وکالتاً حاضر ہوں۔ عدالت میں دعویٰ دائر کیا گیا ہے جس میں مدعی نے موقف اختیار کیا کہ فریق ثانی کو بذریعہ اشتہار اطلاع دی جاتی ہے کہ وہ مقررہ تاریخ پر عدالت میں حاضر ہو کر جواب دعویٰ داخل کرے بصورت دیگر کارروائی یکطرفہ عمل میں لائی جائے گی۔ جملہ متعلقہ فریقین کو مطلع کیا جاتا ہے کہ وہ اصالتاً یا وکالتاً حاضر ہوں۔ عدالت میں دعویٰ دائر کیا گیا ہے جس میں مدعی نے موقف اختیار کیا کہ فریق ثانی کو بذریعہ اشتہار اطلاع دی جاتی ہے کہ وہ مقررہ تاریخ پر عدالت میں حاضر ہو کر: [1050, 1351, 1217, 1757]
- hearing-date: 12-8-2025: [49, 1766, 124, 1781]
- signature-line: مہر عدالت — دستخط حاکم: [374, 1304, 509, 1315]
- block-header: [1224, 331, 1379, 351]
- block-header: [522, 1543, 687, 1563]
- page-title: روزنامہ وفاق (3): [623, 7, 759, 29]
- block-header: [350, 499, 515, 519]
- block-body-text: عدالت میں دعویٰ دائر کیا گیا ہے جس میں مدعی نے موقف اختیار کیا کہ فریق ثانی کو بذریعہ اشتہار اطلاع دی جاتی ہے کہ وہ مقررہ تاریخ پر عدالت میں حاضر ہو کر جواب دعویٰ داخل کرے بصورت دیگر کارروائی یکطرفہ عمل میں لائی جائے گی۔ جملہ متعلقہ فریقین کو مطلع کیا جاتا ہے کہ وہ اصالتاً یا وکالتاً حاضر ہوں۔ عدالت میں دعویٰ دائر کیا گیا ہے جس میں مدعی نے موقف اختیار کیا کہ فریق ثانی کو بذریعہ اشتہار اطلاع دی جاتی ہے کہ وہ مقررہ تاریخ پر عدالت میں حاضر ہو کر جواب دعویٰ داخل کرے بصورت دیگر کارروائی یکطرفہ عمل میں لائی جائے گی۔ جملہ متعلقہ فریقین کو مطلع کیا جاتا ہے کہ وہ اصالتاً یا وکالتاً حاضر ہوں۔ عدالت میں دعویٰ دائر کیا گیا ہے جس میں مدعی نے موقف اختیار کیا کہ فریق ثانی کو بذریعہ اشتہار اطلاع دی جاتی ہے کہ وہ مقررہ تاریخ پر عدالت میں حاضر ہو کر جواب دعویٰ داخل کرے بصورت دیگر کارروائی یکطرفہ عمل میں لائی جائے گی۔ جملہ متعلقہ فریقین کو مطلع کیا جاتا ہے کہ وہ اصالتاً یا وکالتاً حاضر ہوں۔ عدالت میں دعویٰ دائر کیا گیا ہے جس میں مدعی نے موقف اختیار کیا کہ فریق ثانی کو بذریعہ اشتہار اطلاع دی جاتی ہے کہ وہ مقررہ تاریخ پر عدالت میں حاضر ہو کر جواب دعویٰ داخل کرے بصورت دیگر کارروائی یکطرفہ عمل میں لائی جائے گی۔ جملہ: [522, 742, 687, 1100]
- block-header: [4, 700, 169, 720]
- block-number: 41: [146, 43, 162, 57]
- block-label: نیچ: [695, 1352, 748, 1370]
- block-body-text: عدالت میں دعویٰ دائر کیا گیا ہے جس میں مدعی نے موقف اختیار کیا کہ فریق ثانی کو بذریعہ اشتہار اطلاع دی جاتی ہے کہ وہ مقررہ تاریخ پر عدالت میں حاضر ہو کر جواب دعویٰ داخل کرے بصورت دیگر کارروائی یکطرفہ عمل میں لائی جائے گی۔ جملہ متعلقہ فریقین کو مطلع کیا جاتا ہے کہ وہ اصالتاً یا وکالتاً حاضر ہوں۔ عدالت میں دعویٰ: [176, 64, 343, 158]
- notice-text: LDA بلڈنگ ایوان عدل لاہور۔ درخواست منجانب بنام وغیرہ۔ مدعا علیہ کی تعمیل بطریق معمول نہ ہو سکی لہذا بذریعہ اشتہار مطلع کیا جاتا ہے کہ مورخہ: [182, 1826, 337, 1875]
- block-body-text: عدالت میں دعویٰ دائر کیا گیا ہے جس میں مدعی نے موقف اختیار کیا کہ فریق ثانی کو بذریعہ اشتہار اطلاع دی جاتی ہے کہ وہ مقررہ تاریخ پر عدالت میں حاضر ہو کر جواب دعویٰ داخل کرے بصورت دیگر کارروائی یکطرفہ عمل میں لائی جائے گی۔ جملہ متعلقہ فریقین کو مطلع کیا جاتا ہے کہ وہ اصالتاً یا وکالتاً حاضر: [1224, 1072, 1379, 1166]
- column-5: [518, 40, 690, 2555]
- block-body-text: عدالت میں دعویٰ دائر کیا گیا ہے جس میں مدعی نے موقف اختیار کیا کہ فریق ثانی کو بذریعہ اشتہار اطلاع دی جاتی ہے کہ وہ مقررہ تاریخ پر عدالت میں حاضر ہو کر جواب دعویٰ داخل کرے بصورت دیگر کارروائی یکطرفہ عمل میں لائی جائے گی۔ جملہ متعلقہ فریقین کو مطلع کیا جاتا ہے کہ وہ اصالتاً یا وکالتاً حاضر ہوں۔ عدالت میں دعویٰ دائر کیا گیا ہے جس میں مدعی نے موقف اختیار کیا کہ فریق ثانی کو بذریعہ اشتہار اطلاع دی جاتی ہے کہ وہ مقررہ تاریخ پر عدالت میں حاضر ہو کر جواب دعویٰ داخل کرے بصورت دیگر کارروائی یکطرفہ عمل میں لائی جائے گی۔ جملہ متعلقہ فریقین کو مطلع کیا جاتا ہے کہ وہ اصالتاً یا وکالتاً حاضر ہوں۔ عدالت میں دعویٰ دائر کیا گیا ہے جس میں مدعی نے موقف اختیار کیا کہ فریق ثانی کو بذریعہ اشتہار اطلاع دی جاتی ہے کہ وہ مقررہ تاریخ پر عدالت میں حاضر ہو کر جواب: [350, 523, 515, 761]
- notice-text: عنوان دعویٰ مسماۃ بنام وغیرہ۔ دعویٰ تنسیخ نکاح بوجہ خلع۔ مدعا علیہ کی تعمیل بطریق معمول نہ ہو سکی ہے لہذا بذریعہ اشتہار مطلع کیا جاتا ہے کہ مورخہ: [10, 1301, 163, 1363]
- block-label: نیچ: [695, 287, 748, 305]
- block-label: نیچ: [5, 212, 58, 230]
- block-number: 34: [320, 43, 336, 57]
- block-header: [694, 433, 867, 453]
- block-body-text: عدالت میں دعویٰ دائر کیا گیا ہے جس میں مدعی نے موقف اختیار کیا کہ فریق ثانی کو بذریعہ اشتہار اطلاع دی جاتی ہے کہ وہ مقررہ تاریخ پر عدالت میں حاضر ہو کر جواب دعویٰ داخل کرے بصورت دیگر کارروائی یکطرفہ عمل میں لائی جائے گی۔ جملہ متعلقہ فریقین کو مطلع کیا جاتا ہے کہ وہ اصالتاً یا وکالتاً حاضر ہوں۔ عدالت میں دعویٰ دائر کیا گیا ہے جس میں مدعی نے موقف اختیار کیا کہ فریق ثانی کو بذریعہ اشتہار اطلاع دی جاتی ہے کہ وہ مقررہ تاریخ پر عدالت میں حاضر ہو کر جواب دعویٰ داخل کرے بصورت دیگر کارروائی یکطرفہ عمل میں لائی جائے گی۔ جملہ متعلقہ فریقین کو مطلع کیا جاتا ہے کہ وہ اصالتاً یا وکالتاً حاضر ہوں۔ عدالت میں دعویٰ دائر کیا گیا ہے جس میں مدعی نے موقف اختیار کیا کہ فریق ثانی کو بذریعہ اشتہار اطلاع دی جاتی ہے کہ وہ مقررہ تاریخ پر عدالت میں حاضر ہو کر جواب دعویٰ داخل کرے بصورت دیگر کارروائی: [176, 721, 343, 959]
- block-number: 9: [1202, 505, 1210, 519]
- block-label: نیچ: [177, 1088, 230, 1106]
- block-body-text: عدالت میں دعویٰ دائر کیا گیا ہے جس میں مدعی نے موقف اختیار کیا کہ فریق ثانی کو بذریعہ اشتہار اطلاع دی جاتی ہے کہ وہ مقررہ تاریخ پر عدالت میں حاضر ہو کر جواب دعویٰ داخل کرے بصورت دیگر کارروائی یکطرفہ عمل میں لائی جائے گی۔ جملہ متعلقہ فریقین کو مطلع کیا جاتا ہے کہ وہ اصالتاً یا وکالتاً حاضر ہوں۔ عدالت میں دعویٰ دائر کیا گیا ہے جس میں مدعی نے موقف اختیار کیا کہ فریق ثانی کو بذریعہ اشتہار اطلاع دی جاتی ہے کہ وہ مقررہ تاریخ پر عدالت میں حاضر ہو کر جواب دعویٰ داخل کرے بصورت دیگر کارروائی یکطرفہ عمل میں لائی جائے گی۔ جملہ متعلقہ فریقین کو مطلع کیا جاتا ہے کہ وہ اصالتاً یا وکالتاً حاضر ہوں۔ عدالت میں دعویٰ دائر کیا گیا ہے جس میں مدعی نے موقف اختیار کیا کہ فریق ثانی کو بذریعہ اشتہار اطلاع دی جاتی ہے کہ وہ مقررہ تاریخ پر عدالت میں حاضر ہو کر جواب دعویٰ داخل کرے بصورت دیگر کارروائی یکطرفہ عمل میں لائی جائے گی۔ جملہ متعلقہ فریقین کو مطلع کیا جاتا ہے کہ وہ اصالتاً یا وکالتاً حاضر ہوں۔ عدالت میں دعویٰ دائر کیا گیا ہے جس میں مدعی نے موقف اختیار کیا کہ فریق ثانی کو بذریعہ اشتہار اطلاع دی جاتی ہے کہ وہ مقررہ تاریخ پر عدالت میں حاضر ہو کر جواب دعویٰ داخل کرے بصورت دیگر کارروائی یکطرفہ عمل میں لائی جائے گی۔ جملہ متعلقہ فریقین کو مطلع کیا جاتا ہے کہ وہ اصالتاً یا وکالتاً حاضر ہوں۔ عدالت میں دعویٰ دائر کیا گیا ہے جس میں مدعی نے موقف اختیار کیا کہ فریق ثانی: [1050, 793, 1217, 1175]
- notice-block-36: [176, 406, 343, 693]
- block-number: 1: [1364, 43, 1372, 57]
- notice-block-37: [176, 697, 343, 960]
- notice-block-1: [1224, 40, 1379, 327]
- block-header: [694, 40, 867, 60]
- block-body-text: عدالت میں دعویٰ دائر کیا گیا ہے جس میں مدعی نے موقف اختیار کیا کہ فریق ثانی کو بذریعہ اشتہار اطلاع دی جاتی ہے کہ وہ مقررہ تاریخ پر عدالت میں حاضر ہو کر جواب دعویٰ داخل کرے بصورت دیگر کارروائی یکطرفہ عمل میں لائی جائے گی۔ جملہ متعلقہ فریقین کو مطلع کیا جاتا ہے کہ وہ اصالتاً یا وکالتاً حاضر ہوں۔ عدالت میں دعویٰ دائر کیا گیا ہے جس میں مدعی نے موقف اختیار کیا کہ فریق ثانی کو بذریعہ اشتہار اطلاع دی جاتی ہے کہ وہ مقررہ تاریخ پر عدالت میں حاضر ہو کر جواب دعویٰ داخل کرے بصورت دیگر کارروائی یکطرفہ عمل میں لائی جائے گی۔ جملہ متعلقہ فریقین کو مطلع کیا جاتا ہے کہ وہ اصالتاً یا وکالتاً حاضر ہوں۔ عدالت میں دعویٰ دائر کیا گیا ہے جس میں مدعی نے موقف اختیار کیا کہ فریق ثانی کو بذریعہ اشتہار اطلاع دی جاتی ہے کہ وہ مقررہ تاریخ پر عدالت میں حاضر ہو کر جواب دعویٰ داخل کرے بصورت دیگر کارروائی یکطرفہ عمل میں لائی جائے گی۔ جملہ متعلقہ فریقین کو مطلع کیا جاتا ہے کہ وہ اصالتاً یا وکالتاً حاضر ہوں۔ عدالت میں دعویٰ دائر کیا گیا ہے جس میں مدعی نے موقف اختیار کیا کہ فریق ثانی کو بذریعہ اشتہار اطلاع دی جاتی ہے کہ وہ مقررہ تاریخ پر عدالت میں حاضر ہو کر جواب دعویٰ داخل کرے بصورت دیگر کارروائی یکطرفہ عمل میں لائی جائے گی۔ جملہ متعلقہ فریقین کو مطلع کیا جاتا ہے کہ وہ اصالتاً یا وکالتاً حاضر ہوں۔ عدالت میں دعویٰ دائر کیا گیا ہے جس میں مدعی نے موقف اختیار کیا: [1224, 355, 1379, 761]
- notice-block-15: [874, 1531, 1043, 1938]
- block-body-text: عدالت میں دعویٰ دائر کیا گیا ہے جس میں مدعی نے موقف اختیار کیا کہ فریق ثانی کو بذریعہ اشتہار اطلاع دی جاتی ہے کہ وہ مقررہ تاریخ پر عدالت میں حاضر ہو کر جواب دعویٰ داخل کرے بصورت دیگر کارروائی یکطرفہ عمل میں لائی جائے گی۔ جملہ متعلقہ فریقین کو مطلع کیا جاتا ہے کہ وہ اصالتاً یا وکالتاً حاضر ہوں۔ عدالت میں دعویٰ دائر کیا گیا ہے جس میں مدعی نے موقف اختیار کیا کہ فریق ثانی کو بذریعہ اشتہار اطلاع دی جاتی ہے کہ وہ مقررہ تاریخ پر عدالت میں حاضر ہو کر جواب دعویٰ داخل کرے بصورت دیگر کارروائی یکطرفہ عمل میں لائی جائے گی۔ جملہ متعلقہ فریقین کو مطلع کیا جاتا ہے کہ وہ اصالتاً یا وکالتاً حاضر ہوں۔ عدالت میں دعویٰ دائر کیا گیا ہے جس میں مدعی نے موقف اختیار کیا کہ فریق ثانی کو بذریعہ اشتہار اطلاع دی جاتی ہے کہ وہ مقررہ تاریخ پر عدالت میں حاضر ہو کر جواب دعویٰ داخل کرے بصورت دیگر کارروائی یکطرفہ عمل میں لائی جائے گی۔ جملہ متعلقہ فریقین کو مطلع کیا جاتا ہے کہ وہ اصالتاً یا وکالتاً حاضر ہوں۔ عدالت میں دعویٰ دائر کیا گیا ہے جس میں مدعی نے موقف اختیار کیا کہ فریق ثانی کو بذریعہ اشتہار اطلاع دی جاتی ہے کہ وہ مقررہ تاریخ پر عدالت میں حاضر ہو کر جواب: [694, 1666, 867, 1976]
- block-number: 15: [1020, 1534, 1036, 1548]
- court-heading: بعدالت جناب میڈم صائمہ یعقوب صاحبہ سول جج وزیر آباد: [367, 774, 498, 832]
- court-heading: عدنان اشرف سب رجسٹرار پنڈ دادنخان ضلع جہلم: [368, 949, 497, 1007]
- court-heading: بعدالت جناب طلعت جاوید صاحب سول جج درجہ اول لاہور: [189, 1766, 330, 1824]
- block-number: 39: [320, 1090, 336, 1104]
- block-header: [1050, 40, 1217, 60]
- block-header: [1224, 1558, 1379, 1578]
- block-body-text: عدالت میں دعویٰ دائر کیا گیا ہے جس میں مدعی نے موقف اختیار کیا کہ فریق ثانی کو بذریعہ اشتہار اطلاع دی جاتی ہے کہ وہ مقررہ تاریخ پر عدالت میں حاضر ہو کر جواب دعویٰ داخل کرے بصورت دیگر کارروائی یکطرفہ عمل میں لائی جائے گی۔ جملہ متعلقہ فریقین کو مطلع کیا جاتا ہے کہ وہ اصالتاً یا وکالتاً حاضر ہوں۔ عدالت میں دعویٰ دائر کیا گیا ہے جس میں مدعی نے موقف اختیار کیا کہ فریق ثانی کو بذریعہ اشتہار اطلاع دی جاتی ہے کہ وہ مقررہ تاریخ پر عدالت میں حاضر ہو کر جواب دعویٰ داخل کرے بصورت دیگر کارروائی یکطرفہ عمل میں لائی جائے گی۔ جملہ: [4, 286, 169, 452]
- notice-block-26: [522, 40, 687, 207]
- block-label: نیچ: [695, 2153, 748, 2171]
- block-label: نیچ: [1051, 41, 1104, 59]
- notice-block-4: [1224, 829, 1379, 1044]
- block-body-text: عدالت میں دعویٰ دائر کیا گیا ہے جس میں مدعی نے موقف اختیار کیا کہ فریق ثانی کو بذریعہ اشتہار اطلاع دی جاتی ہے کہ وہ مقررہ تاریخ پر عدالت میں حاضر ہو کر جواب دعویٰ داخل کرے بصورت دیگر کارروائی یکطرفہ عمل میں لائی جائے گی۔ جملہ متعلقہ فریقین کو مطلع کیا جاتا ہے کہ وہ اصالتاً یا وکالتاً حاضر ہوں۔ عدالت میں دعویٰ دائر کیا گیا ہے جس میں مدعی نے موقف اختیار کیا کہ فریق ثانی کو بذریعہ اشتہار اطلاع دی جاتی ہے کہ وہ مقررہ تاریخ پر عدالت میں حاضر ہو کر جواب دعویٰ داخل: [176, 1111, 343, 1253]
- block-label: نیچ: [695, 1643, 748, 1661]
- hearing-date: 22-07-2025: [217, 1537, 302, 1552]
- block-header: [176, 1087, 343, 1107]
- signature-line: مہر عدالت — دستخط حاکم: [374, 921, 509, 932]
- notice-block-28: [522, 718, 687, 1101]
- block-number: 32: [492, 43, 508, 57]
- block-label: نیچ: [5, 41, 58, 59]
- block-body-text: عدالت میں دعویٰ دائر کیا گیا ہے جس میں مدعی نے موقف اختیار کیا کہ فریق ثانی کو بذریعہ اشتہار اطلاع دی جاتی ہے کہ وہ مقررہ تاریخ پر عدالت میں حاضر ہو کر جواب دعویٰ داخل کرے بصورت دیگر کارروائی یکطرفہ عمل میں لائی جائے گی۔ جملہ متعلقہ فریقین کو مطلع کیا جاتا ہے کہ وہ اصالتاً یا وکالتاً حاضر ہوں۔ عدالت میں دعویٰ دائر کیا گیا ہے جس میں مدعی نے موقف اختیار کیا کہ فریق ثانی کو بذریعہ اشتہار اطلاع دی جاتی ہے کہ وہ مقررہ تاریخ پر عدالت میں حاضر ہو کر جواب دعویٰ داخل کرے بصورت دیگر کارروائی یکطرفہ عمل میں لائی جائے گی۔ جملہ متعلقہ فریقین کو مطلع کیا جاتا ہے کہ وہ اصالتاً یا وکالتاً حاضر ہوں۔ عدالت میں دعویٰ دائر کیا گیا ہے جس میں مدعی نے موقف اختیار کیا کہ فریق ثانی کو بذریعہ اشتہار اطلاع دی جاتی ہے کہ وہ مقررہ تاریخ پر عدالت میں حاضر ہو کر جواب دعویٰ داخل کرے بصورت دیگر کارروائی یکطرفہ عمل میں لائی جائے گی۔ جملہ متعلقہ فریقین کو مطلع کیا جاتا ہے کہ وہ اصالتاً یا وکالتاً حاضر ہوں۔ عدالت میں: [522, 1252, 687, 1538]
- block-label: نیچ: [1051, 1181, 1104, 1199]
- block-body-text: عدالت میں دعویٰ دائر کیا گیا ہے جس میں مدعی نے موقف اختیار کیا کہ فریق ثانی کو بذریعہ اشتہار اطلاع دی جاتی ہے کہ وہ مقررہ تاریخ پر عدالت میں حاضر ہو کر جواب دعویٰ داخل کرے بصورت دیگر کارروائی یکطرفہ عمل میں لائی جائے گی۔ جملہ متعلقہ فریقین کو مطلع کیا جاتا ہے کہ وہ اصالتاً یا وکالتاً حاضر ہوں۔ عدالت میں دعویٰ دائر کیا گیا ہے جس میں مدعی نے موقف اختیار کیا کہ فریق ثانی کو بذریعہ اشتہار اطلاع دی جاتی ہے کہ وہ مقررہ تاریخ پر عدالت میں حاضر ہو کر جواب دعویٰ داخل کرے بصورت دیگر کارروائی یکطرفہ عمل میں لائی جائے گی۔ جملہ متعلقہ فریقین کو مطلع: [1050, 331, 1217, 497]
- block-body-text: عدالت میں دعویٰ دائر کیا گیا ہے جس میں مدعی نے موقف اختیار کیا کہ فریق ثانی کو بذریعہ اشتہار اطلاع دی جاتی ہے کہ وہ مقررہ تاریخ پر عدالت میں حاضر ہو کر جواب دعویٰ داخل کرے بصورت دیگر کارروائی یکطرفہ عمل میں لائی جائے گی۔ جملہ متعلقہ فریقین کو مطلع کیا جاتا ہے کہ وہ اصالتاً یا وکالتاً حاضر ہوں۔ عدالت میں دعویٰ دائر کیا گیا ہے جس میں مدعی نے موقف اختیار کیا کہ فریق ثانی کو بذریعہ اشتہار اطلاع دی جاتی ہے کہ وہ مقررہ تاریخ پر عدالت میں حاضر ہو کر جواب دعویٰ داخل کرے بصورت دیگر کارروائی یکطرفہ عمل میں لائی جائے گی۔ جملہ متعلقہ فریقین کو مطلع کیا جاتا ہے کہ وہ اصالتاً یا وکالتاً حاضر ہوں۔ عدالت میں دعویٰ دائر کیا گیا ہے جس میں مدعی نے موقف اختیار کیا کہ فریق ثانی کو بذریعہ اشتہار اطلاع دی جاتی ہے کہ وہ مقررہ تاریخ پر عدالت میں حاضر ہو کر جواب دعویٰ داخل کرے بصورت دیگر کارروائی یکطرفہ عمل میں لائی جائے گی۔ جملہ متعلقہ فریقین کو مطلع کیا جاتا ہے کہ وہ اصالتاً یا وکالتاً حاضر ہوں۔ عدالت میں دعویٰ دائر کیا گیا ہے جس میں مدعی نے موقف اختیار کیا کہ فریق ثانی کو بذریعہ اشتہار اطلاع دی جاتی ہے کہ وہ مقررہ تاریخ پر عدالت میں حاضر ہو کر جواب دعویٰ داخل کرے بصورت دیگر کارروائی یکطرفہ عمل میں لائی جائے گی۔ جملہ متعلقہ فریقین کو مطلع کیا جاتا ہے کہ وہ اصالتاً یا وکالتاً حاضر ہوں۔ عدالت میں دعویٰ دائر کیا گیا ہے جس میں مدعی نے موقف اختیار کیا کہ فریق ثانی کو بذریعہ اشتہار اطلاع دی جاتی ہے کہ وہ مقررہ تاریخ پر عدالت میں حاضر ہو کر جواب دعویٰ داخل کرے بصورت دیگر کارروائی یکطرفہ عمل میں لائی جائے گی۔ جملہ متعلقہ فریقین کو مطلع کیا جاتا ہے کہ وہ اصالتاً یا وکالتاً حاضر ہوں۔ عدالت میں دعویٰ دائر کیا گیا ہے جس میں مدعی نے موقف اختیار کیا کہ فریق ثانی کو بذریعہ اشتہار اطلاع دی جاتی ہے کہ وہ مقررہ تاریخ پر عدالت میں حاضر ہو کر جواب دعویٰ داخل کرے بصورت دیگر کارروائی یکطرفہ عمل میں لائی جائے گی۔ جملہ متعلقہ فریقین کو مطلع کیا جاتا ہے کہ وہ اصالتاً یا وکالتاً حاضر ہوں۔ عدالت میں دعویٰ دائر کیا گیا ہے جس میں مدعی نے موقف اختیار کیا کہ فریق ثانی کو بذریعہ اشتہار اطلاع دی جاتی ہے کہ وہ مقررہ تاریخ پر عدالت میں حاضر ہو کر جواب دعویٰ داخل کرے بصورت دیگر کارروائی یکطرفہ عمل میں لائی جائے گی۔ جملہ متعلقہ: [694, 457, 867, 1055]
- block-header: [1050, 307, 1217, 327]
- block-label: نیچ: [5, 920, 58, 938]
- notice-block-47: [4, 1090, 169, 1209]
- notice-block-41: [4, 40, 169, 207]
- block-header: [694, 1981, 867, 2001]
- block-label: نیچ: [1051, 1328, 1104, 1346]
- notice-block-45: [4, 700, 169, 915]
- block-label: نیچ: [177, 164, 230, 182]
- notice-block-44: [4, 457, 169, 696]
